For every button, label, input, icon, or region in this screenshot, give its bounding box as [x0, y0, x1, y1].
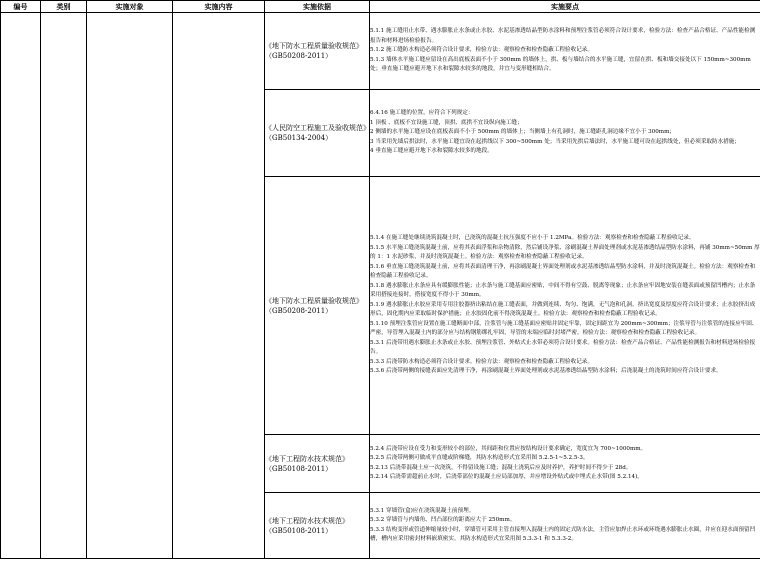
key-point: 5.3.1 穿墙管(盒)应在浇筑混凝土前预埋。: [370, 507, 475, 514]
standard-cell: 《地下防水工程质量验收规范》（GB50208-2011）: [265, 13, 370, 90]
key-point: 2 侧墙的水平施工缝应设在底板表面不小于 500mm 的墙体上；当侧墙上有孔洞时，施工缝距孔洞边缘不宜小于 300mm；: [370, 129, 675, 136]
standard-cell: 《地下工程防水技术规范》（GB50108-2011）: [265, 493, 370, 559]
header-category: 类别: [41, 1, 87, 13]
header-key-points: 实施要点: [370, 1, 760, 13]
key-point: 5.3.1 后浇带用遇水膨胀止水条或止水胶、预埋注浆管、外贴式止水带必须符合设计要求。检验方法：检查产品合格证、产品性能检测报告和材料进场检验报告。: [370, 339, 756, 356]
key-point: 5.1.3 墙体水平施工缝应留设在高出底板表面不小于 300mm 的墙体上，拱、板与墙结合的水平施工缝，宜留在拱、板和墙交接处以下 150mm~300mm 处；垂直施工缝应避开地下水和裂隙水较多的地段，并宜与变形缝相结合。: [370, 56, 751, 73]
key-point: 3 当采用先墙后拱法时，水平施工缝宜设在起拱线以下 300~500mm 处；当采用先拱后墙法时，水平施工缝可设在起拱线处，但必须采取防水措施；: [370, 138, 740, 145]
key-point: 5.3.2 穿墙管与内墙角、凹凸部位的距离应大于 250mm。: [370, 517, 516, 523]
standard-cell: 《人民防空工程施工及验收规范》（GB50134-2004）: [265, 90, 370, 177]
key-point: 5.2.13 后浇带混凝土应一次浇筑，不得留设施工缝；混凝土浇筑后应及时养护，养护时间不得少于 28d。: [370, 464, 632, 471]
key-point: 5.1.8 遇水膨胀止水条应具有缓膨胀性能；止水条与施工缝基面应密贴，中间不得有空鼓、脱离等现象；止水条应牢固地安装在缝表面或预留凹槽内；止水条采用搭接连接时，搭接宽度不得小于 30mm。: [370, 282, 756, 299]
header-number: 编号: [1, 1, 41, 13]
key-point: 5.2.4 后浇带应设在受力和变形较小的部位，其间距和位置应按结构设计要求确定，宽度宜为 700~1000mm。: [370, 445, 647, 452]
key-points-cell: [370, 493, 760, 559]
object-cell: [87, 13, 173, 559]
key-point: 4 垂直施工缝应避开地下水和裂隙水较多的地段。: [370, 148, 493, 155]
content-cell: [173, 13, 265, 559]
header-row: [1, 1, 760, 13]
key-point: 5.3.3 后浇带防水构造必须符合设计要求。检验方法：观察检查和检查隐蔽工程验收记录。: [370, 358, 593, 365]
key-points-cell: [370, 90, 760, 177]
key-point: 5.1.6 垂直施工缝浇筑混凝土前，应将其表面清理干净，再涂刷混凝土界面处理剂或水泥基渗透结晶型防水涂料，并及时浇筑混凝土。检验方法：观察检查和检查隐蔽工程验收记录。: [370, 263, 756, 280]
standard-cell: 《地下防水工程质量验收规范》（GB50208-2011）: [265, 177, 370, 435]
key-point: 6.4.16 施工缝的位置，应符合下列规定：: [370, 110, 474, 117]
header-basis: 实施依据: [265, 1, 370, 13]
key-points-cell: [370, 177, 760, 435]
table-row: [1, 13, 760, 90]
key-points-cell: [370, 435, 760, 493]
key-point: 5.3.3 结构变形或管道伸缩量较小时，穿墙管可采用主管直接埋入混凝土内的固定式防水法，主管应加焊止水环或环绕遇水膨胀止水圈，并应在迎水面预留凹槽，槽内应采用密封材料嵌填密实。其防水构造形式宜采用图 5.3.3-1 和 5.3.3-2。: [370, 526, 756, 542]
key-points-cell: [370, 13, 760, 90]
key-point: 5.1.2 施工缝防水构造必须符合设计要求，检验方法：观察检查和检查隐蔽工程验收记录。: [370, 47, 593, 54]
number-cell: [1, 13, 41, 559]
key-point: 5.1.5 水平施工缝浇筑混凝土前，应将其表面浮浆和杂物清除，然后铺设净浆、涂刷混凝土界面处理剂或水泥基渗透结晶型防水涂料，再铺 30mm~50mm 厚的 1：1 水泥砂浆，并及时浇筑混凝土。检验方法：观察检查和检查隐蔽工程验收记录。: [370, 244, 760, 261]
key-point: 5.1.4 在施工缝处继续浇筑混凝土时，已浇筑的混凝土抗压强度不应小于 1.2MPa。检验方法：观察检查和检查隐蔽工程验收记录。: [370, 235, 695, 242]
key-point: 5.1.9 遇水膨胀止水胶应采用专用注胶器挤出粘结在施工缝表面，并做到连续、均匀、饱满，无气泡和孔洞，挤出宽度及厚度应符合设计要求；止水胶挤出成形后，固化期内应采取临时保护措施；止水胶固化前不得浇筑混凝土。检验方法：观察检查和检查隐蔽工程验收记录。: [370, 301, 756, 318]
key-point: 5.3.6 后浇带两侧的接缝表面应先清理干净，再涂刷混凝土界面处理剂或水泥基渗透结晶型防水涂料；后浇混凝土的浇筑时间应符合设计要求。: [370, 368, 722, 375]
key-point: 5.1.1 施工缝用止水带、遇水膨胀止水条或止水胶、水泥基渗透结晶型防水涂料和预埋注浆管必须符合设计要求，检验方法：检查产品合格证、产品性能检测报告和材料进场检验报告。: [370, 28, 756, 44]
key-point: 5.1.10 预埋注浆管应设置在施工缝断面中部，注浆管与施工缝基面应密贴并固定牢靠，固定间距宜为 200mm~300mm；注浆导管与注浆管的连接应牢固、严密，导管埋入混凝土内的部分应与结构钢筋绑扎牢固，导管的末端应临时封堵严密。检验方法：观察检查和检查隐蔽工程验收记录。: [370, 320, 758, 337]
category-cell: [41, 13, 87, 559]
key-point: 5.2.14 后浇带需超前止水时，后浇带部位的混凝土应局部加厚，并应增设外贴式或中埋式止水带(图 5.2.14)。: [370, 474, 643, 480]
header-content: 实施内容: [173, 1, 265, 13]
standard-cell: 《地下工程防水技术规范》（GB50108-2011）: [265, 435, 370, 493]
key-point: 5.2.5 后浇带两侧可做成平直缝或阶梯缝，其防水构造形式宜采用图 5.2.5-1~5.2.5-3。: [370, 455, 589, 461]
header-object: 实施对象: [87, 1, 173, 13]
key-point: 1 顶板 、底板不宜设施工缝，顶拱、底拱不宜设纵向施工缝；: [370, 119, 523, 126]
